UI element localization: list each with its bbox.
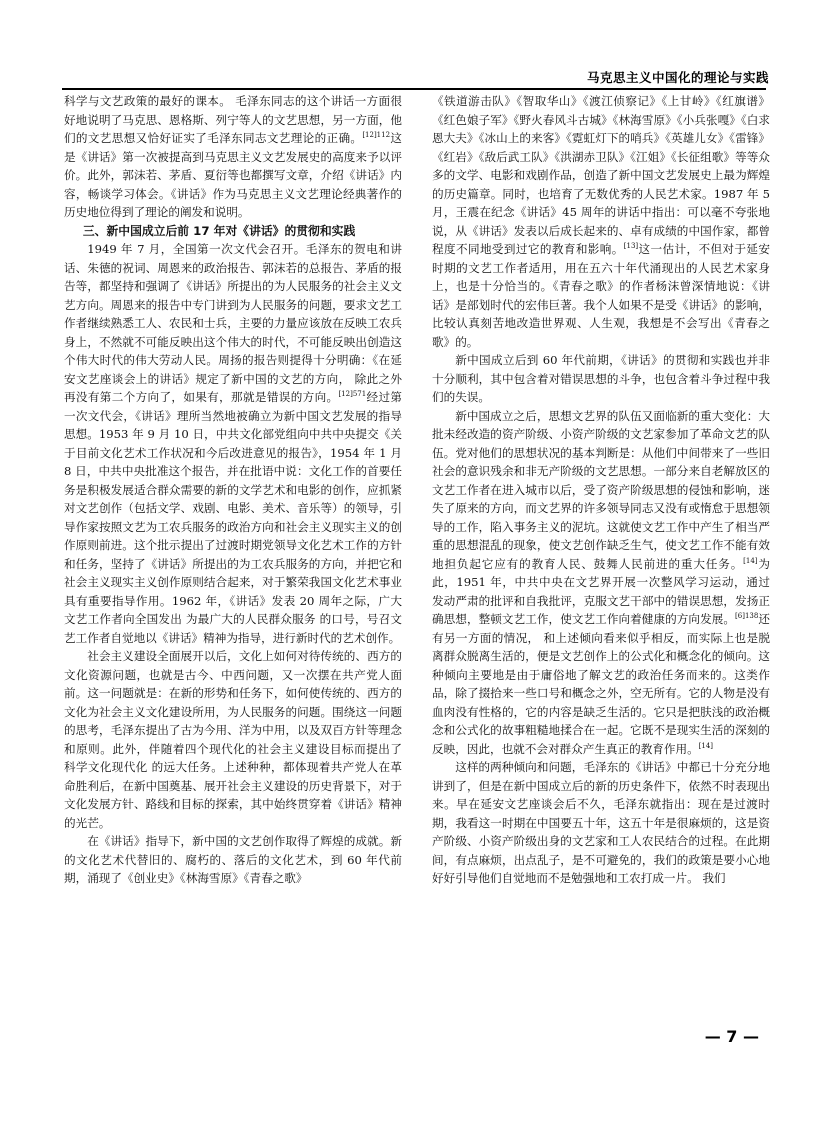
- citation-ref: [12]112: [362, 131, 391, 140]
- citation-ref: [14]: [743, 556, 758, 565]
- citation-ref: [13]: [623, 242, 639, 251]
- right-column: [432, 92, 770, 1042]
- left-column: [64, 92, 402, 1042]
- paragraph: 这样的两种倾向和问题，毛泽东的《讲话》中都已十分充分地讲到了，但是在新中国成立后的新的历史条件下，依然不时表现出来。早在延安文艺座谈会后不久，毛泽东就指出：现在是过渡时期，我看这一时期在中国要五十年，这五十年是很麻烦的，这是资产阶级、小资产阶级出身的文艺家和工人农民结合的过程。在此期间，有点麻烦，出点乱子，是不可避免的，我们的政策是要小心地好好引导他们自觉地而不是勉强地和工农打成一片。 我们: [432, 760, 770, 885]
- paragraph-text: 《铁道游击队》《智取华山》《渡江侦察记》《上甘岭》《红旗谱》《红色娘子军》《野火春风斗古城》《林海雪原》《小兵张嘎》《白求恩大夫》《冰山上的来客》《霓虹灯下的哨兵》《英雄儿女》《雷锋》《红岩》《敌后武工队》《洪湖赤卫队》《江姐》《长征组歌》等等众多的文学、电影和戏剧作品，创造了新中国文艺发展史上最为辉煌的历史篇章。同时，也培育了无数优秀的人民艺术家。1987 年 5 月，王震在纪念《讲话》45 周年的讲话中指出：可以毫不夸张地说，从《讲话》发表以后成长起来的、卓有成绩的中国作家，都曾程度不同地受到过它的教育和影响。: [432, 94, 770, 256]
- section-heading: 三、新中国成立后前 17 年对《讲话》的贯彻和实践: [82, 223, 356, 238]
- paragraph-text: 1949 年 7 月，全国第一次文代会召开。毛泽东的贺电和讲话、朱德的祝词、周恩来的政治报告、郭沫若的总报告、茅盾的报告等，都坚持和强调了《讲话》所提出的为人民服务的社会主义文艺方向。周恩来的报告中专门讲到为人民服务的问题，要求文艺工作者继续熟悉工人、农民和士兵，主要的力量应该放在反映工农兵身上，不然就不可能反映出这个伟大的时代，不可能反映出创造这个伟大时代的伟大劳动人民。周扬的报告则提得十分明确：《在延安文艺座谈会上的讲话》规定了新中国的文艺的方向， 除此之外再没有第二个方向了，如果有，那就是错误的方向。: [64, 242, 402, 404]
- paragraph: 社会主义建设全面展开以后，文化上如何对待传统的、西方的文化资源问题，也就是古今、中西问题，又一次摆在共产党人面前。这一问题就是：在新的形势和任务下，如何使传统的、西方的文化为社会主义文化建设所用，为人民服务的问题。围绕这一问题的思考，毛泽东提出了古为今用、洋为中用，以及双百方针等理念和原则。此外，伴随着四个现代化的社会主义建设目标而提出了 科学文化现代化 的远大任务。上述种种，都体现着共产党人在革命胜利后，在新中国奠基、展开社会主义建设的历史背景下，对于文化发展方针、路线和目标的探索，其中始终贯穿着《讲话》精神的光芒。: [64, 649, 402, 830]
- paragraph-text: 还有另一方面的情况， 和上述倾向看来似乎相反，而实际上也是脱离群众脱离生活的，便是文艺创作上的公式化和概念化的倾向。这种倾向主要地是由于庸俗地了解文艺的政治任务而来的。这类作品，除了掇拾来一些口号和概念之外，空无所有。它的人物是没有血肉没有性格的，它的内容是缺乏生活的。它只是把肤浅的政治概念和公式化的故事粗糙地揉合在一起。它既不是现实生活的深刻的反映，因此，也就不会对群众产生真正的教育作用。: [432, 612, 770, 756]
- citation-ref: [14]: [698, 741, 714, 750]
- paragraph-text: 经过第一次文代会，《讲话》理所当然地被确立为新中国文艺发展的指导思想。1953 年 9 月 10 日，中共文化部党组向中共中央提交《关于目前文化艺术工作状况和今后改进意见的报告》，1954 年 1 月 8 日，中共中央批准这个报告，并在批语中说：文化工作的首要任务是积极发展适合群众需要的新的文学艺术和电影的创作，应抓紧对文艺创作（包括文学、戏剧、电影、美术、音乐等）的领导，引导作家按照文艺为工农兵服务的政治方向和社会主义现实主义的创作原则前进。这个批示提出了过渡时期党领导文化艺术工作的方针和任务，坚持了《讲话》所提出的为工农兵服务的方向，并把它和社会主义现实主义创作原则结合起来，对于繁荣我国文化艺术事业具有重要指导作用。1962 年，《讲话》发表 20 周年之际，广大文艺工作者向全国发出 为最广大的人民群众服务 的口号，号召文艺工作者自觉地以《讲话》精神为指导，进行新时代的艺术创作。: [64, 390, 402, 645]
- paragraph-text: 新中国成立之后，思想文艺界的队伍又面临新的重大变化：大批未经改造的资产阶级、小资产阶级的文艺家参加了革命文艺的队伍。党对他们的思想状况的基本判断是：从他们中间带来了一些旧社会的意识残余和非无产阶级的文艺思想。一部分来自老解放区的文艺工作者在进入城市以后，受了资产阶级思想的侵蚀和影响，迷失了原来的方向，而文艺界的许多领导同志又没有或惰怠于思想领导的工作，陷入事务主义的泥坑。这就使文艺工作中产生了相当严重的思想混乱的现象，使文艺创作缺乏生气，使文艺工作不能有效地担负起它应有的教育人民、鼓舞人民前进的重大任务。: [432, 408, 770, 571]
- paragraph: 在《讲话》指导下，新中国的文艺创作取得了辉煌的成就。新的文化艺术代替旧的、腐朽的、落后的文化艺术，到 60 年代前期，涌现了《创业史》《林海雪原》《青春之歌》: [64, 834, 402, 885]
- header-rule: [62, 88, 766, 90]
- citation-ref: [12]571: [338, 390, 367, 399]
- running-header-title: 马克思主义中国化的理论与实践: [586, 70, 769, 85]
- paragraph: [64, 92, 402, 222]
- paragraph: 新中国成立后到 60 年代前期，《讲话》的贯彻和实践也并非十分顺利，其中包含着对错误思想的斗争，也包含着斗争过程中我们的失误。: [432, 353, 770, 404]
- paragraph: [64, 240, 402, 647]
- paragraph-text: 科学与文艺政策的最好的课本。 毛泽东同志的这个讲话一方面很好地说明了马克思、恩格斯、列宁等人的文艺思想，另一方面，他们的文艺思想又恰好证实了毛泽东同志文艺理论的正确。: [64, 94, 402, 145]
- paragraph: [432, 92, 770, 351]
- paragraph-text: 这是《讲话》第一次被提高到马克思主义文艺发展史的高度来予以评价。此外，郭沫若、茅盾、夏衍等也都撰写文章，介绍《讲话》内容，畅谈学习体会。《讲话》作为马克思主义文艺理论经典著作的历史地位得到了理论的阐发和说明。: [64, 131, 402, 219]
- page-number: — 7 —: [704, 1027, 759, 1046]
- paragraph: [432, 407, 770, 759]
- citation-ref: [6]138: [735, 612, 759, 621]
- paragraph-text: 为此，1951 年，中共中央在文艺界开展一次整风学习运动，通过 发动严肃的批评和自我批评，克服文艺干部中的错误思想，发扬正确思想，整顿文艺工作，使文艺工作向着健康的方向发展。: [432, 556, 770, 626]
- paragraph-text: 这一估计，不但对于延安时期的文艺工作者适用，用在五六十年代涌现出的人民艺术家身上，也是十分恰当的。《青春之歌》的作者杨沫曾深情地说：《讲话》是部划时代的宏伟巨著。我个人如果不是受《讲话》的影响，比较认真刻苦地改造世界观、人生观，我想是不会写出《青春之歌》的。: [432, 242, 770, 349]
